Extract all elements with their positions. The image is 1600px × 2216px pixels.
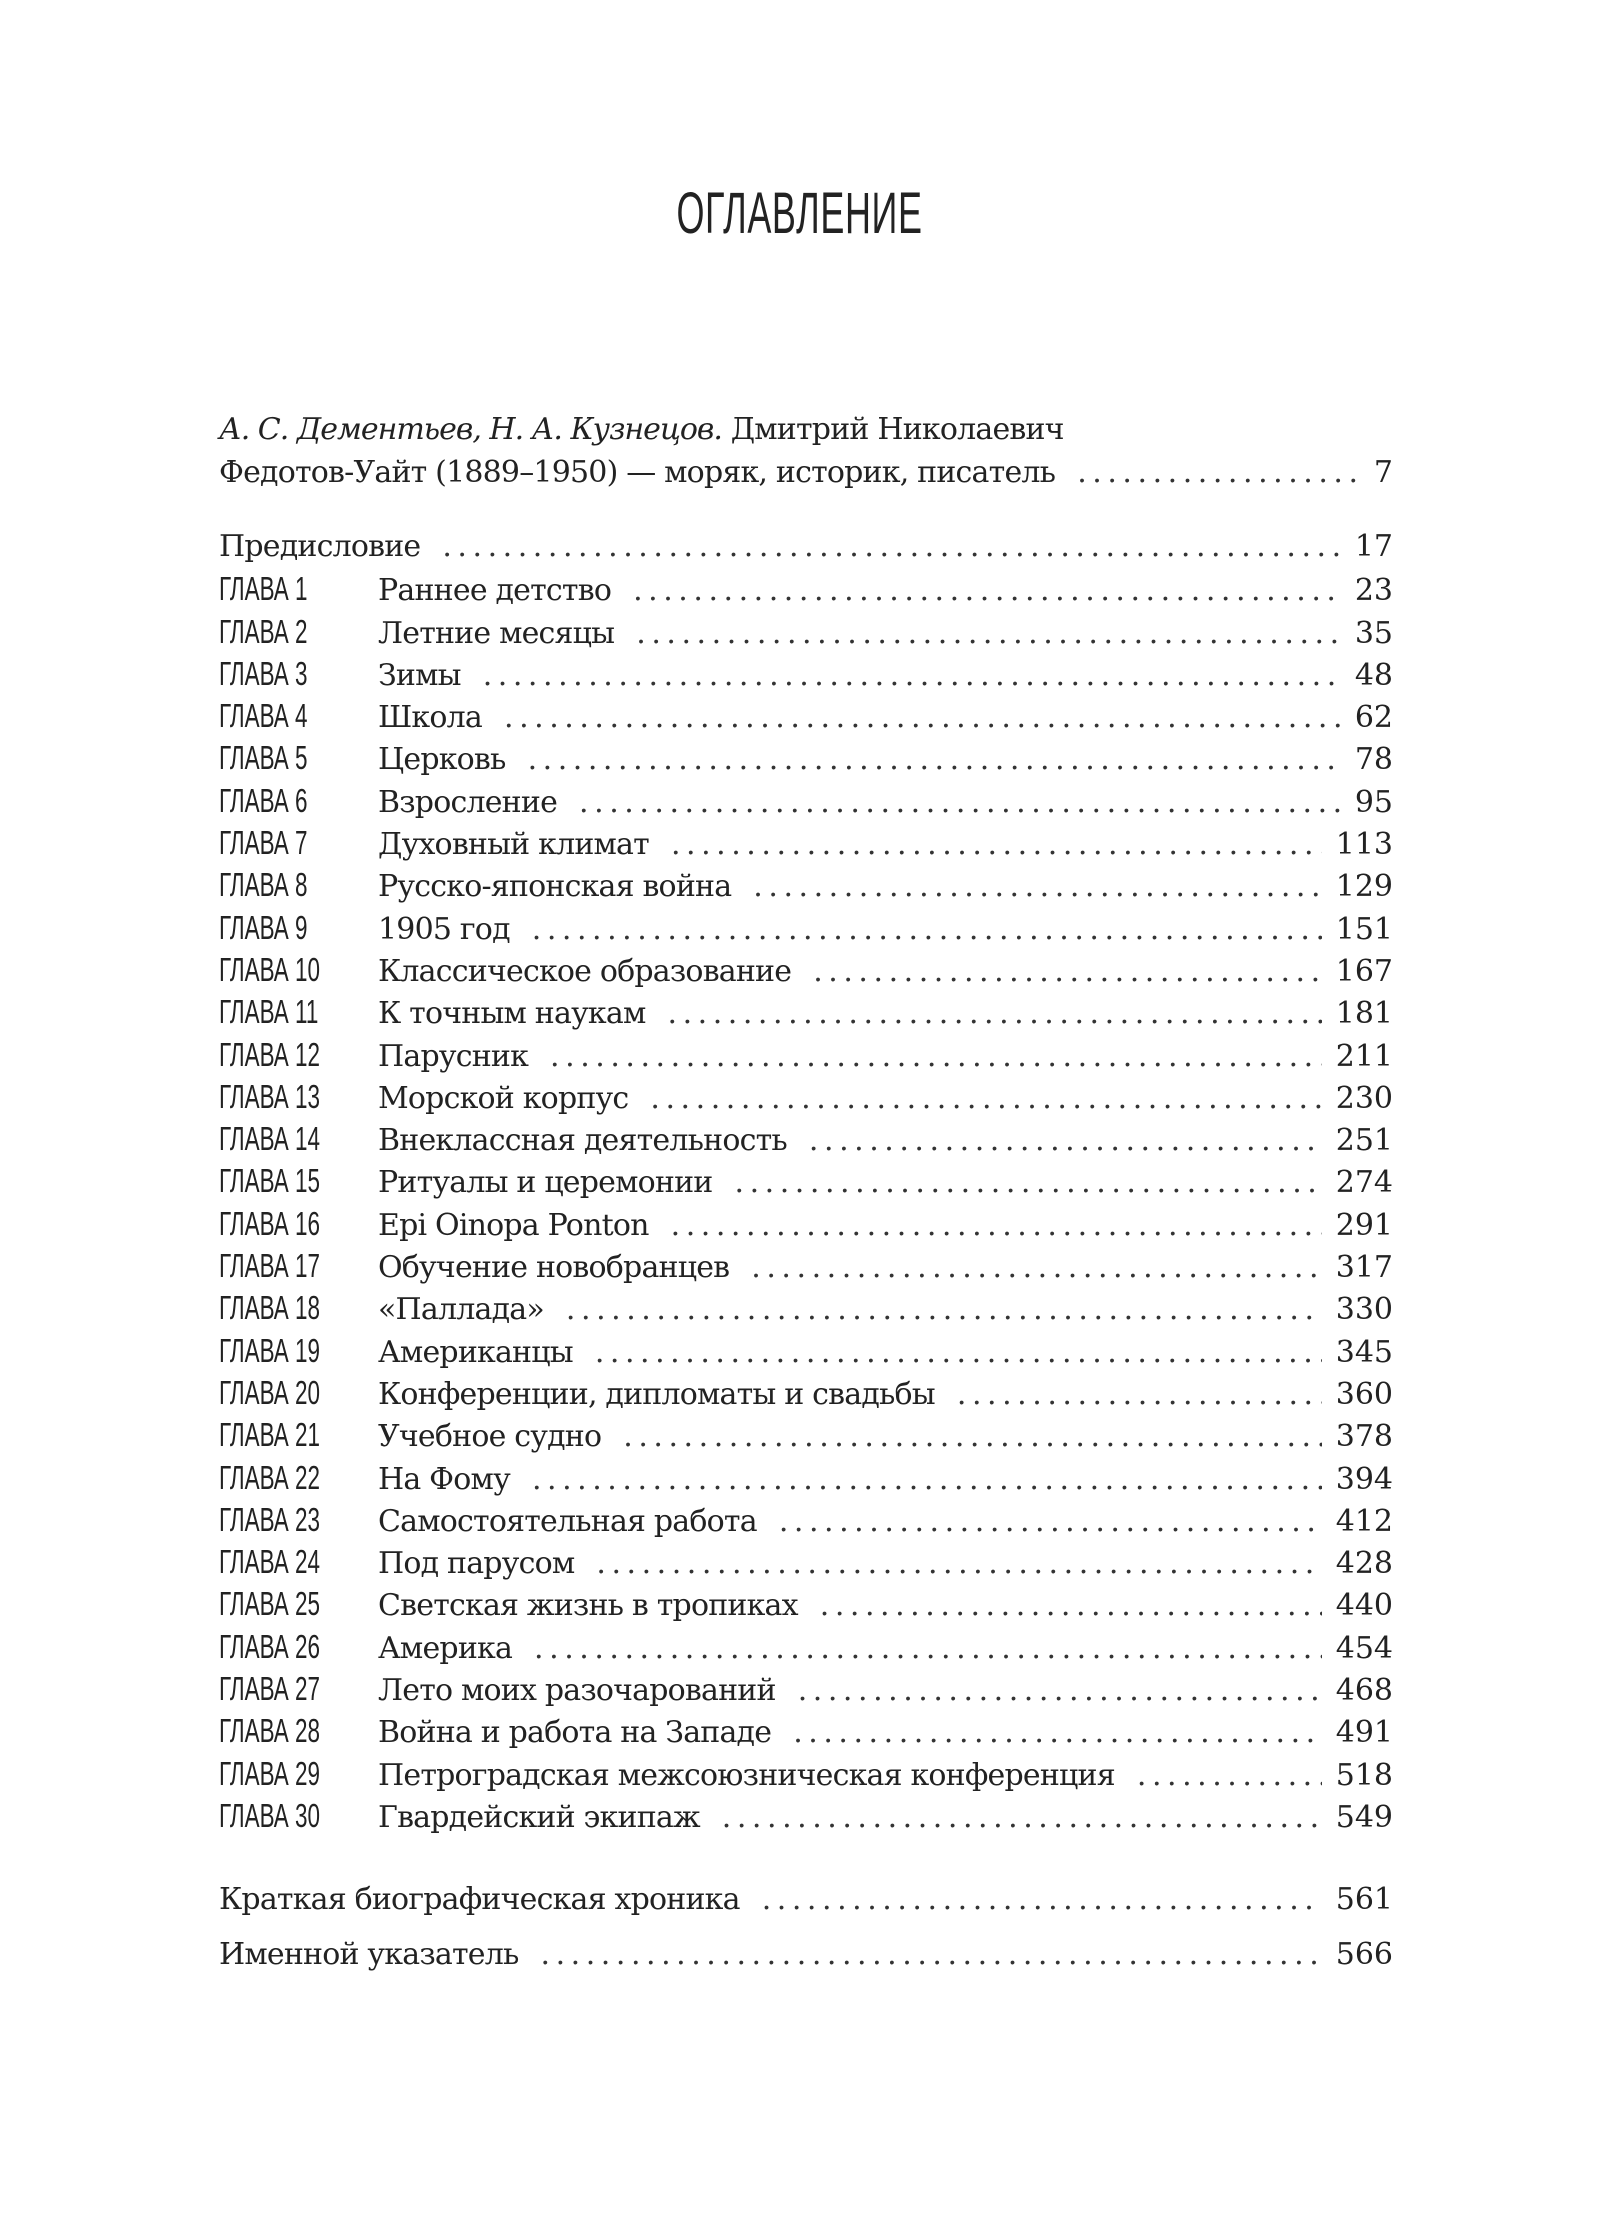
- chapter-label: ГЛАВА 18: [219, 1289, 320, 1327]
- page-number: 566: [1335, 1937, 1393, 1972]
- page-number: 35: [1354, 615, 1393, 651]
- chapter-label: ГЛАВА 27: [219, 1670, 320, 1708]
- chapter-label: ГЛАВА 8: [219, 866, 308, 904]
- page-number: 181: [1335, 996, 1393, 1032]
- page-number: 330: [1335, 1292, 1393, 1328]
- page-number: 274: [1335, 1165, 1393, 1201]
- page-number: 345: [1335, 1334, 1393, 1370]
- chapter-label: ГЛАВА 25: [219, 1585, 320, 1623]
- entry-title: Под парусом: [378, 1546, 575, 1582]
- toc-entry-chapter[interactable]: [219, 568, 1393, 610]
- page-number: 394: [1335, 1461, 1393, 1497]
- chapter-label: ГЛАВА 21: [219, 1416, 320, 1454]
- dot-leader: [596, 1543, 1321, 1585]
- toc-entry-chapter[interactable]: [219, 1245, 1393, 1287]
- page-number: 428: [1335, 1546, 1393, 1582]
- page-number: 454: [1335, 1630, 1393, 1666]
- toc-entry-chapter[interactable]: [219, 1330, 1393, 1372]
- entry-title: Учебное судно: [378, 1419, 602, 1455]
- chapter-label: ГЛАВА 29: [219, 1754, 320, 1792]
- toc-entry-chapter[interactable]: [219, 1753, 1393, 1795]
- dot-leader: [550, 1036, 1322, 1078]
- entry-title: Именной указатель: [219, 1937, 519, 1972]
- page-number: 291: [1335, 1207, 1393, 1243]
- entry-title: Церковь: [378, 742, 506, 778]
- toc-entry-chapter[interactable]: [219, 1668, 1393, 1710]
- dot-leader: [633, 570, 1341, 612]
- dot-leader: [636, 613, 1341, 655]
- page-number: 378: [1335, 1419, 1393, 1455]
- toc-entry-chapter[interactable]: [219, 1457, 1393, 1499]
- chapter-label: ГЛАВА 13: [219, 1077, 320, 1115]
- dot-leader: [483, 655, 1341, 697]
- entry-title: На Фому: [378, 1461, 510, 1497]
- toc-entry-chapter[interactable]: [219, 1626, 1393, 1668]
- toc-entry-chapter[interactable]: [219, 1414, 1393, 1456]
- page-number: 360: [1335, 1376, 1393, 1412]
- entry-title: Парусник: [378, 1038, 529, 1074]
- page-number: 7: [1373, 455, 1393, 490]
- entry-title: 1905 год: [378, 911, 510, 947]
- dot-leader: [442, 526, 1340, 568]
- entry-title: Летние месяцы: [378, 615, 615, 651]
- chapter-label: ГЛАВА 3: [219, 654, 308, 692]
- entry-title: Петроградская межсоюзническая конференция: [378, 1757, 1115, 1793]
- page-number: 491: [1335, 1715, 1393, 1751]
- chapter-label: ГЛАВА 11: [219, 993, 319, 1031]
- page-number: 317: [1335, 1250, 1393, 1286]
- entry-title: Духовный климат: [378, 827, 649, 863]
- toc-entry-chapter[interactable]: [219, 1583, 1393, 1625]
- toc-entry-chapter[interactable]: [219, 822, 1393, 864]
- dot-leader: [751, 1247, 1321, 1289]
- toc-entry-chapter[interactable]: [219, 1287, 1393, 1329]
- toc-entry-chapter[interactable]: [219, 780, 1393, 822]
- page-number: 440: [1335, 1588, 1393, 1624]
- page-number: 23: [1354, 573, 1393, 609]
- toc-entry-preface[interactable]: [219, 526, 1393, 568]
- entry-title: Лето моих разочарований: [378, 1673, 776, 1709]
- page-number: 95: [1354, 784, 1393, 820]
- dot-leader: [534, 1628, 1322, 1670]
- entry-title: К точным наукам: [378, 996, 646, 1032]
- toc-entry-chapter[interactable]: [219, 1034, 1393, 1076]
- intro-title-line1: Дмитрий Николаевич: [730, 412, 1064, 447]
- chapter-label: ГЛАВА 9: [219, 908, 308, 946]
- toc-entry-chapter[interactable]: [219, 1118, 1393, 1160]
- page-number: 549: [1335, 1799, 1393, 1835]
- intro-title-line2: Федотов-Уайт (1889–1950) — моряк, историк, писатель: [219, 455, 1056, 490]
- page-number: 412: [1335, 1503, 1393, 1539]
- entry-title: Школа: [378, 700, 482, 736]
- page-number: 518: [1335, 1757, 1393, 1793]
- toc-entry-chapter[interactable]: [219, 1076, 1393, 1118]
- entry-title: Гвардейский экипаж: [378, 1799, 700, 1835]
- entry-title: Русско-японская война: [378, 869, 732, 905]
- dot-leader: [504, 697, 1341, 739]
- dot-leader: [735, 1162, 1322, 1204]
- entry-title: Классическое образование: [378, 953, 792, 989]
- entry-title: Обучение новобранцев: [378, 1250, 730, 1286]
- dot-leader: [671, 824, 1322, 866]
- chapter-label: ГЛАВА 4: [219, 697, 308, 735]
- dot-leader: [1137, 1755, 1322, 1797]
- toc-entry-chapter[interactable]: [219, 1372, 1393, 1414]
- dot-leader: [623, 1416, 1321, 1458]
- chapter-label: ГЛАВА 22: [219, 1458, 320, 1496]
- page-number: 468: [1335, 1673, 1393, 1709]
- toc-entry-chapter[interactable]: [219, 1203, 1393, 1245]
- intro-entry: [219, 408, 1393, 494]
- entry-title: Конференции, дипломаты и свадьбы: [378, 1376, 935, 1412]
- toc-entry-chapter[interactable]: [219, 695, 1393, 737]
- chapter-label: ГЛАВА 16: [219, 1204, 320, 1242]
- entry-title: «Паллада»: [378, 1292, 544, 1328]
- entry-title: Светская жизнь в тропиках: [378, 1588, 798, 1624]
- entry-title: Зимы: [378, 657, 461, 693]
- entry-title: Краткая биографическая хроника: [219, 1882, 740, 1917]
- page-number: 561: [1335, 1882, 1393, 1917]
- dot-leader: [762, 1872, 1322, 1927]
- chapter-label: ГЛАВА 24: [219, 1543, 320, 1581]
- chapter-label: ГЛАВА 5: [219, 739, 308, 777]
- toc-entry-chapter[interactable]: [219, 1160, 1393, 1202]
- chapter-label: ГЛАВА 14: [219, 1120, 320, 1158]
- toc-entry-chapter[interactable]: [219, 864, 1393, 906]
- chapter-label: ГЛАВА 28: [219, 1712, 320, 1750]
- toc-entry-chapter[interactable]: [219, 737, 1393, 779]
- page-number: 151: [1335, 911, 1393, 947]
- toc-appendix: [219, 1872, 1393, 1982]
- dot-leader: [957, 1374, 1322, 1416]
- entry-title: Война и работа на Западе: [378, 1715, 772, 1751]
- dot-leader: [779, 1501, 1322, 1543]
- entry-title: Раннее детство: [378, 573, 612, 609]
- page-number: 48: [1354, 657, 1393, 693]
- toc-entry-chapter[interactable]: [219, 1541, 1393, 1583]
- page-number: 62: [1354, 700, 1393, 736]
- dot-leader: [532, 1459, 1322, 1501]
- chapter-label: ГЛАВА 12: [219, 1035, 320, 1073]
- dot-leader: [753, 866, 1321, 908]
- chapter-label: ГЛАВА 1: [219, 570, 308, 608]
- page-number: 113: [1335, 827, 1393, 863]
- toc-entry-chapter[interactable]: [219, 653, 1393, 695]
- page-number: 167: [1335, 953, 1393, 989]
- entry-title: Предисловие: [219, 529, 421, 564]
- entry-title: Американцы: [378, 1334, 573, 1370]
- toc-entry-chapter[interactable]: [219, 611, 1393, 653]
- toc-entry-chapter[interactable]: [219, 949, 1393, 991]
- dot-leader: [532, 909, 1322, 951]
- dot-leader: [722, 1797, 1322, 1839]
- dot-leader: [528, 739, 1341, 781]
- dot-leader: [820, 1585, 1322, 1627]
- toc-entry-chapter[interactable]: [219, 1499, 1393, 1541]
- page-number: 17: [1354, 529, 1393, 564]
- chapter-label: ГЛАВА 15: [219, 1162, 320, 1200]
- dot-leader: [671, 1205, 1322, 1247]
- dot-leader: [541, 1927, 1322, 1982]
- dot-leader: [595, 1332, 1322, 1374]
- dot-leader: [650, 1078, 1321, 1120]
- dot-leader: [793, 1712, 1322, 1754]
- entry-title: Взросление: [378, 784, 558, 820]
- page-number: 211: [1335, 1038, 1393, 1074]
- dot-leader: [798, 1670, 1322, 1712]
- page-number: 78: [1354, 742, 1393, 778]
- entry-title: Ритуалы и церемонии: [378, 1165, 713, 1201]
- toc-entry-appendix[interactable]: [219, 1927, 1393, 1982]
- chapter-label: ГЛАВА 6: [219, 781, 308, 819]
- toc-entry-chapter[interactable]: [219, 991, 1393, 1033]
- chapter-label: ГЛАВА 20: [219, 1373, 320, 1411]
- dot-leader: [579, 782, 1341, 824]
- page-number: 230: [1335, 1080, 1393, 1116]
- chapter-label: ГЛАВА 10: [219, 950, 320, 988]
- page-number: 129: [1335, 869, 1393, 905]
- toc-entry-chapter[interactable]: [219, 1710, 1393, 1752]
- entry-title: Морской корпус: [378, 1080, 629, 1116]
- chapter-label: ГЛАВА 26: [219, 1627, 320, 1665]
- chapter-label: ГЛАВА 7: [219, 824, 308, 862]
- page-title: ОГЛАВЛЕНИЕ: [676, 181, 924, 246]
- toc-entry-chapter[interactable]: [219, 907, 1393, 949]
- entry-title: Epi Oinopa Ponton: [378, 1207, 649, 1243]
- chapter-label: ГЛАВА 17: [219, 1247, 320, 1285]
- toc-entry-chapter[interactable]: [219, 1795, 1393, 1837]
- dot-leader: [809, 1120, 1322, 1162]
- chapter-label: ГЛАВА 30: [219, 1796, 320, 1834]
- toc-entry-appendix[interactable]: [219, 1872, 1393, 1927]
- dot-leader: [668, 993, 1322, 1035]
- chapter-label: ГЛАВА 23: [219, 1500, 320, 1538]
- dot-leader: [566, 1289, 1322, 1331]
- toc-main: [219, 526, 1393, 1837]
- chapter-label: ГЛАВА 2: [219, 612, 308, 650]
- dot-leader: [1077, 451, 1360, 494]
- entry-title: Америка: [378, 1630, 513, 1666]
- dot-leader: [813, 951, 1322, 993]
- entry-title: Самостоятельная работа: [378, 1503, 757, 1539]
- intro-authors: А. С. Дементьев, Н. А. Кузнецов.: [219, 412, 722, 447]
- chapter-label: ГЛАВА 19: [219, 1331, 320, 1369]
- page-number: 251: [1335, 1123, 1393, 1159]
- entry-title: Внеклассная деятельность: [378, 1123, 787, 1159]
